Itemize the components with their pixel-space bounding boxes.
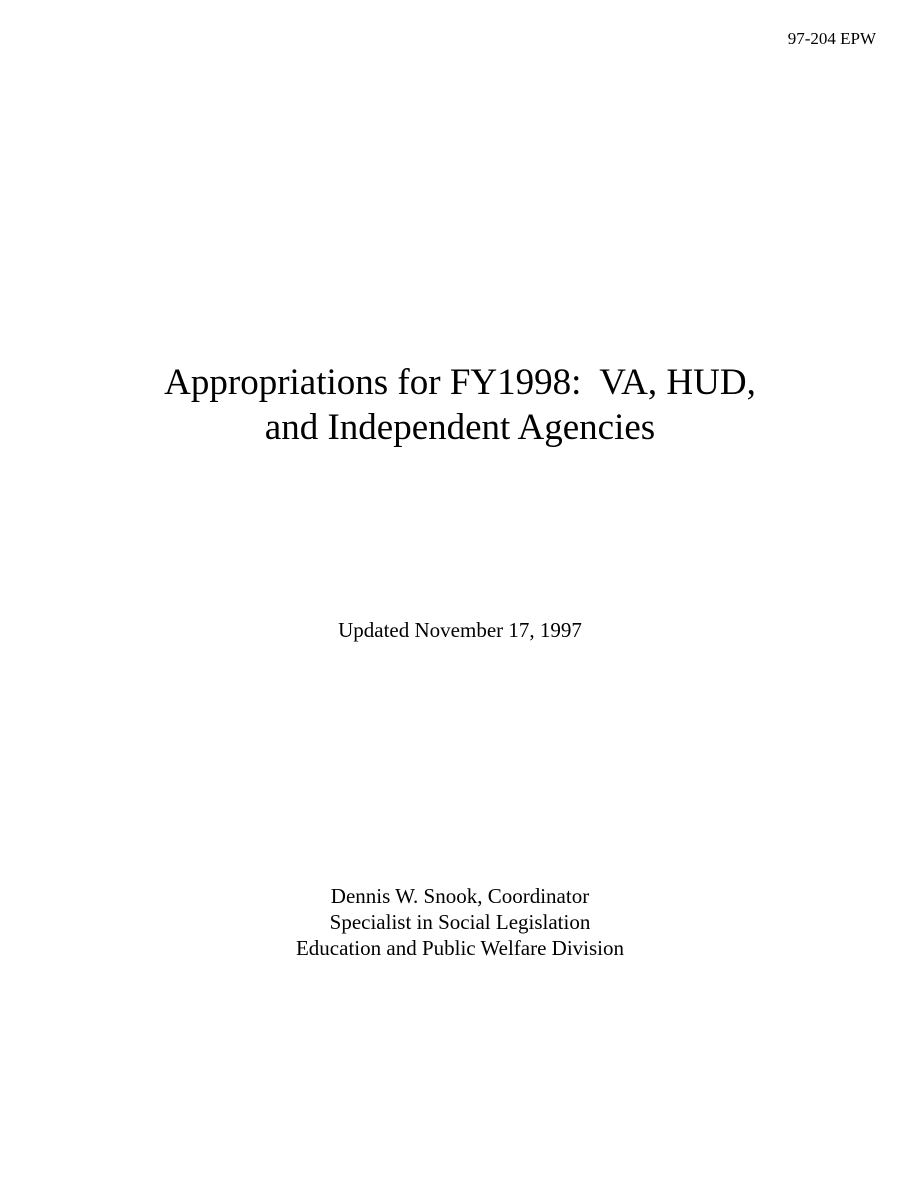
- updated-date: Updated November 17, 1997: [338, 618, 582, 642]
- author-name: Dennis W. Snook, Coordinator: [330, 884, 590, 908]
- title-line-2: and Independent Agencies: [264, 407, 656, 448]
- author-block: [0, 883, 920, 961]
- author-position: Specialist in Social Legislation: [329, 910, 591, 934]
- author-division: Education and Public Welfare Division: [295, 936, 624, 960]
- title-line-1: Appropriations for FY1998: VA, HUD,: [164, 362, 756, 403]
- report-number: 97-204 EPW: [787, 29, 876, 48]
- document-title: [0, 360, 920, 450]
